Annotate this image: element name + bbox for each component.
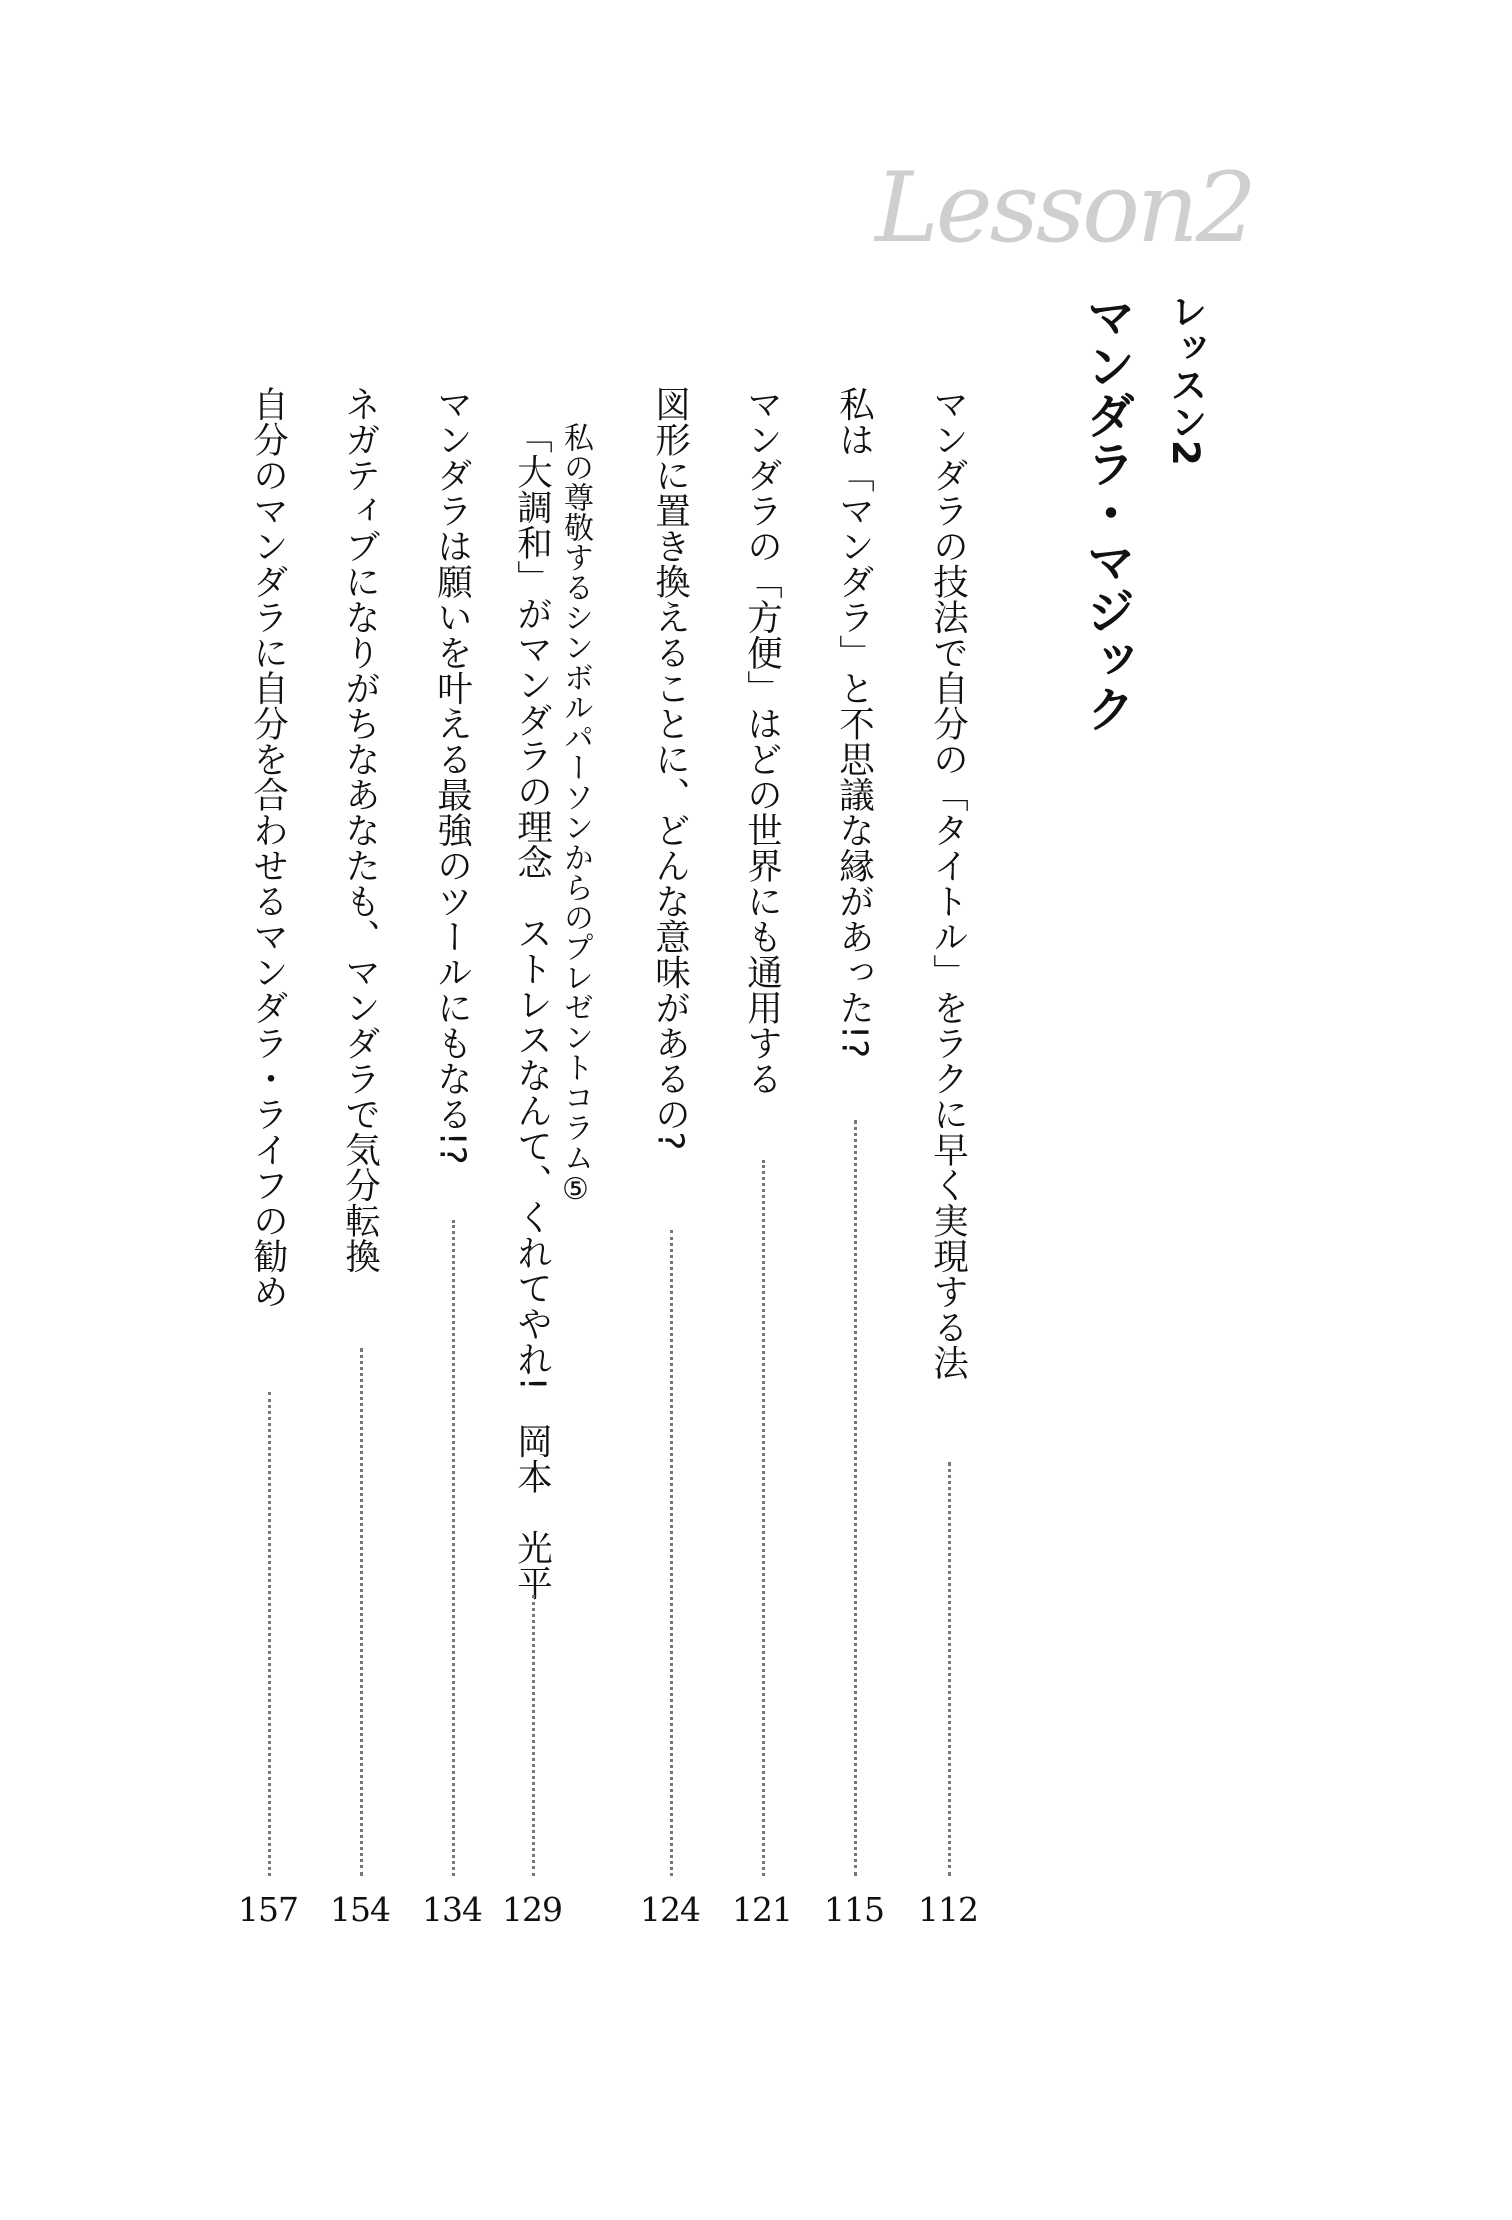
toc-entry-title[interactable]: マンダラは願いを叶える最強のツールにもなる!?	[431, 386, 473, 1165]
dot-leader	[452, 1220, 455, 1876]
toc-page-number: 129	[502, 1890, 562, 1929]
chapter-label: レッスン2	[1164, 292, 1207, 466]
dot-leader	[762, 1160, 765, 1876]
toc-page-number: 112	[918, 1890, 978, 1929]
dot-leader	[854, 1120, 857, 1876]
toc-entry-title[interactable]: 図形に置き換えることに、どんな意味があるの?	[649, 386, 691, 1151]
dot-leader	[948, 1462, 951, 1876]
dot-leader	[670, 1230, 673, 1876]
toc-entry-title[interactable]: 自分のマンダラに自分を合わせるマンダラ・ライフの勧め	[247, 386, 289, 1309]
toc-entry-title[interactable]: マンダラの「方便」はどの世界にも通用する	[741, 386, 783, 1096]
toc-page-number: 157	[238, 1890, 298, 1929]
toc-column-subtitle[interactable]: 私の尊敬するシンボルパーソンからのプレゼントコラム⑤	[558, 422, 593, 1207]
toc-entry-title[interactable]: ネガティブになりがちなあなたも、マンダラで気分転換	[339, 386, 381, 1274]
dot-leader	[360, 1348, 363, 1876]
toc-page-number: 121	[732, 1890, 792, 1929]
toc-page-number: 154	[330, 1890, 390, 1929]
toc-entry-title[interactable]: マンダラの技法で自分の「タイトル」をラクに早く実現する法	[927, 386, 969, 1380]
toc-page-number: 115	[824, 1890, 884, 1929]
toc-column-title[interactable]: 「大調和」がマンダラの理念 ストレスなんて、くれてやれ!	[511, 418, 553, 1391]
chapter-title: マンダラ・マジック	[1079, 292, 1136, 733]
dot-leader	[268, 1392, 271, 1876]
toc-column-author: 岡本 光平	[511, 1423, 553, 1601]
toc-page-number: 124	[640, 1890, 700, 1929]
toc-entry-title[interactable]: 私は「マンダラ」と不思議な縁があった!?	[833, 386, 875, 1059]
toc-page-number: 134	[422, 1890, 482, 1929]
dot-leader	[532, 1595, 535, 1876]
lesson-script-heading: Lesson2	[875, 152, 1254, 264]
